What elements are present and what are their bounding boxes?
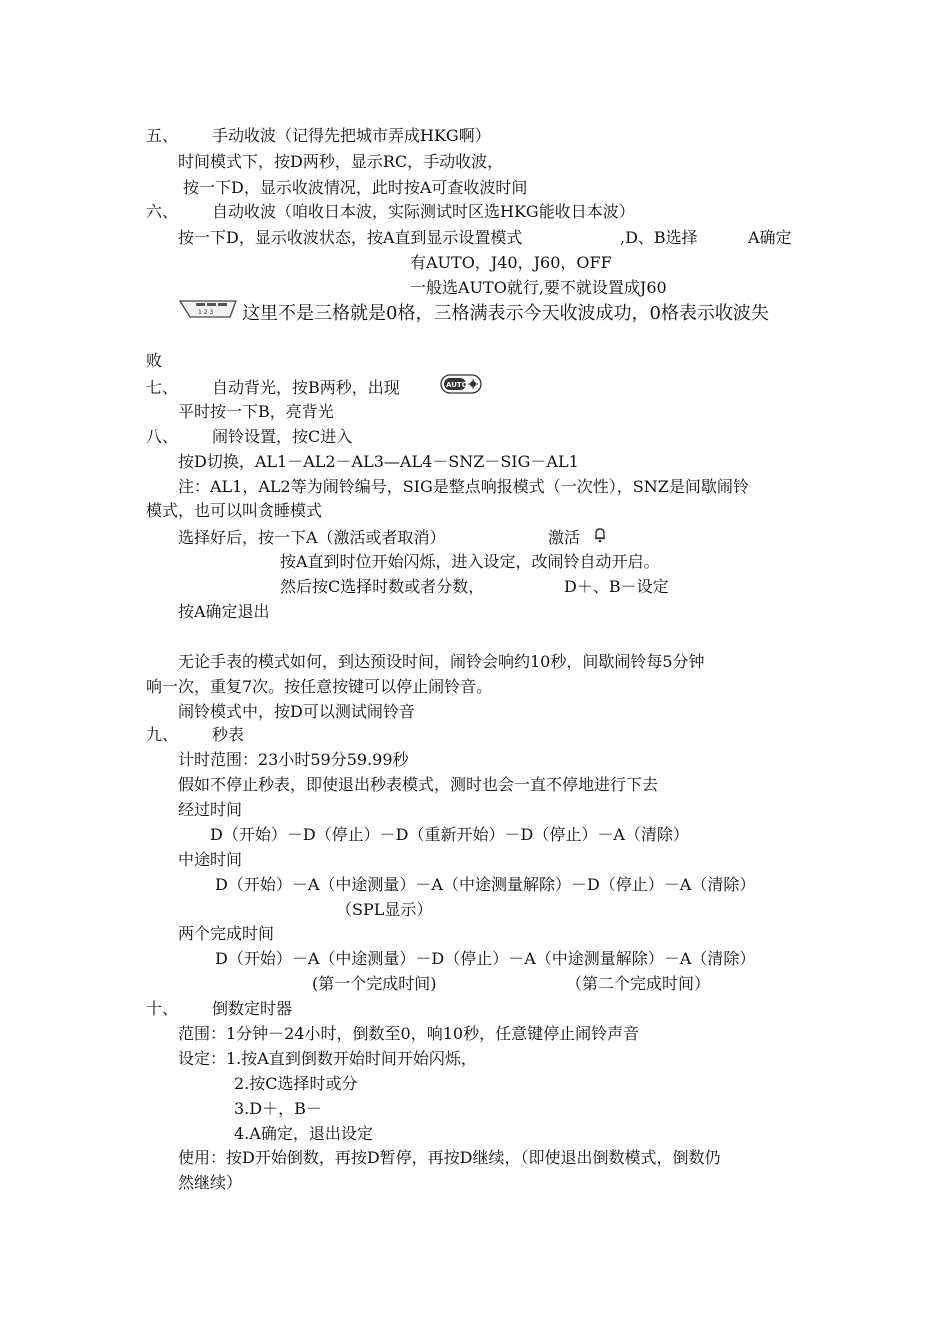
section-10-line-2: 设定：1.按A直到倒数开始时间开始闪烁， [178,1049,477,1068]
section-8-line-2: 注：AL1，AL2等为闹铃编号，SIG是整点响报模式（一次性），SNZ是间歇闹铃 [178,477,749,496]
section-8-number: 八、 [146,427,179,446]
section-8-line-6b: D＋、B－设定 [564,577,669,596]
section-9-heading-3: 两个完成时间 [178,924,275,943]
section-6-line-1c: A确定 [748,228,792,247]
section-9-sequence-2-note: （SPL显示） [336,900,433,919]
section-9-title: 秒表 [212,725,245,744]
section-10-line-6: 使用：按D开始倒数，再按D暂停，再按D继续，（即使退出倒数模式，倒数仍 [178,1148,721,1167]
section-8-para-1: 无论手表的模式如何，到达预设时间，闹铃会响约10秒，间歇闹铃每5分钟 [178,652,705,671]
alarm-bell-icon [593,526,607,544]
section-6-number: 六、 [146,202,179,221]
section-6-line-2: 有AUTO，J40，J60，OFF [410,253,612,272]
auto-backlight-icon [440,373,482,395]
section-9-sequence-3: D（开始）－A（中途测量）－D（停止）－A（中途测量解除）－A（清除） [215,949,756,968]
section-10-number: 十、 [146,999,179,1018]
section-10-line-3: 2.按C选择时或分 [234,1074,358,1093]
section-5-number: 五、 [146,126,179,145]
section-10-line-1: 范围：1分钟－24小时，倒数至0，响10秒，任意键停止闹铃声音 [178,1024,640,1043]
section-6-line-5: 败 [146,351,163,370]
section-9-sequence-3-note-2: （第二个完成时间） [566,974,711,993]
section-8-title: 闹铃设置，按C进入 [212,427,353,446]
section-6-line-1b: ,D、B选择 [620,228,698,247]
section-8-line-4b: 激活 [548,528,581,547]
section-9-sequence-3-note-1: (第一个完成时间) [312,974,437,993]
section-8-para-3: 闹铃模式中，按D可以测试闹铃音 [178,702,415,721]
section-9-heading-1: 经过时间 [178,800,243,819]
section-5-line-2: 按一下D，显示收波情况，此时按A可查收波时间 [183,178,528,197]
signal-bars-label: 1 2 3 [198,309,214,316]
section-5-line-1: 时间模式下，按D两秒，显示RC，手动收波， [178,152,504,171]
section-8-line-4a: 选择好后，按一下A（激活或者取消） [178,528,446,547]
section-10-line-5: 4.A确定，退出设定 [234,1124,373,1143]
section-5-title: 手动收波（记得先把城市弄成HKG啊） [212,126,491,145]
section-8-line-7: 按A确定退出 [178,602,270,621]
section-6-line-3: 一般选AUTO就行,要不就设置成J60 [410,278,667,297]
section-8-line-1: 按D切换，AL1－AL2－AL3—AL4－SNZ－SIG－AL1 [178,452,579,471]
section-7-line-1: 平时按一下B，亮背光 [178,402,334,421]
section-9-number: 九、 [146,725,179,744]
section-9-line-2: 假如不停止秒表，即使退出秒表模式，测时也会一直不停地进行下去 [178,775,659,794]
section-9-line-1: 计时范围：23小时59分59.99秒 [178,750,409,769]
section-9-heading-2: 中途时间 [178,850,243,869]
section-9-sequence-2: D（开始）－A（中途测量）－A（中途测量解除）－D（停止）－A（清除） [215,875,756,894]
section-7-title: 自动背光，按B两秒，出现 [212,378,400,397]
section-8-line-3: 模式，也可以叫贪睡模式 [146,501,323,520]
section-10-line-4: 3.D＋，B－ [234,1099,322,1118]
section-10-title: 倒数定时器 [212,999,293,1018]
auto-icon-label: AUTO [446,381,468,389]
section-10-line-7: 然继续） [178,1173,243,1192]
section-7-number: 七、 [146,378,179,397]
section-6-line-1a: 按一下D，显示收波状态，按A直到显示设置模式 [178,228,523,247]
section-6-line-4: 这里不是三格就是0格，三格满表示今天收波成功，0格表示收波失 [242,303,769,324]
section-8-line-6a: 然后按C选择时数或者分数， [280,577,485,596]
section-6-title: 自动收波（咱收日本波，实际测试时区选HKG能收日本波） [212,202,635,221]
section-8-line-5: 按A直到时位开始闪烁，进入设定，改闹铃自动开启。 [280,552,660,571]
signal-bars-icon [178,297,240,321]
section-9-sequence-1: D（开始）－D（停止）－D（重新开始）－D（停止）－A（清除） [210,825,689,844]
section-8-para-2: 响一次，重复7次。按任意按键可以停止闹铃音。 [146,677,493,696]
